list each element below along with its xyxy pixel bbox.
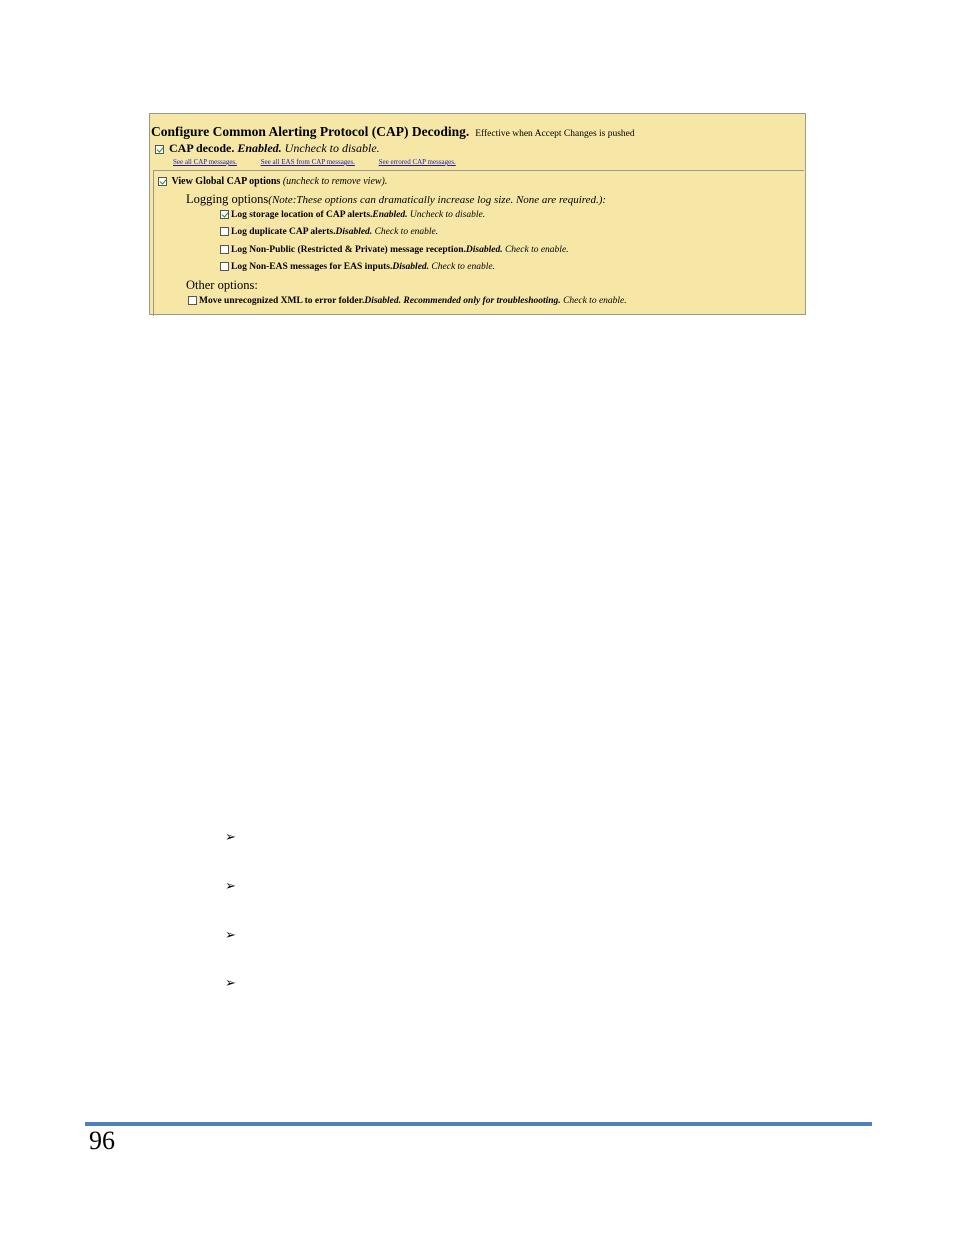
arrow-bullet-icon: ➢ (225, 976, 236, 991)
move-xml-checkbox[interactable] (188, 296, 197, 305)
view-global-row (158, 176, 387, 187)
option-label: Log Non-Public (Restricted & Private) message reception. (231, 245, 466, 255)
other-options-heading: Other options: (186, 278, 258, 292)
log-option-row (220, 210, 485, 220)
log-option-row (220, 227, 438, 237)
log-non-eas-checkbox[interactable] (220, 262, 229, 271)
option-label: Log storage location of CAP alerts. (231, 210, 373, 220)
arrow-bullet-icon: ➢ (225, 879, 236, 894)
global-options-box (153, 170, 804, 316)
option-status: Disabled. (335, 227, 373, 237)
option-hint: Check to enable. (504, 245, 569, 255)
option-status: Disabled. (392, 262, 430, 272)
move-xml-row (188, 296, 627, 306)
option-hint: Check to enable. (374, 227, 439, 237)
option-status: Disabled. (465, 245, 503, 255)
see-errored-cap-link[interactable]: See errored CAP messages. (378, 158, 456, 166)
option-label: Log Non-EAS messages for EAS inputs. (231, 262, 393, 272)
cap-decode-row (155, 141, 380, 156)
cap-config-panel (149, 113, 806, 315)
arrow-bullet-icon: ➢ (225, 830, 236, 845)
log-storage-checkbox[interactable] (220, 210, 229, 219)
logging-options-heading: Logging options (186, 192, 269, 206)
option-label: Move unrecognized XML to error folder. (199, 296, 365, 306)
option-label: Log duplicate CAP alerts. (231, 227, 336, 237)
log-option-row (220, 245, 569, 255)
option-hint: Check to enable. (431, 262, 495, 272)
log-option-row (220, 262, 495, 272)
footer-rule (85, 1122, 872, 1126)
logging-options-heading-row (186, 192, 606, 207)
cap-decode-hint: Uncheck to disable. (284, 141, 380, 155)
see-all-cap-messages-link[interactable]: See all CAP messages. (173, 158, 237, 166)
option-hint: Uncheck to disable. (409, 210, 486, 220)
view-global-label: View Global CAP options (171, 176, 281, 187)
log-duplicate-checkbox[interactable] (220, 227, 229, 236)
view-global-checkbox[interactable] (158, 177, 167, 186)
view-global-hint: (uncheck to remove view). (282, 176, 388, 187)
panel-title-note: Effective when Accept Changes is pushed (475, 129, 635, 139)
cap-decode-status: Enabled. (237, 141, 282, 155)
option-status: Disabled. Recommended only for troubleshooting. (364, 296, 561, 306)
panel-title: Configure Common Alerting Protocol (CAP) Decoding. (151, 124, 470, 139)
logging-options-note: (Note:These options can dramatically increase log size. None are required.): (268, 194, 607, 206)
option-status: Enabled. (372, 210, 408, 220)
cap-decode-checkbox[interactable] (155, 145, 164, 154)
page-number: 96 (89, 1126, 115, 1155)
cap-links-row (173, 158, 478, 166)
cap-decode-label: CAP decode. (169, 141, 235, 155)
option-hint: Check to enable. (563, 296, 627, 306)
panel-title-row (151, 123, 635, 141)
arrow-bullet-icon: ➢ (225, 928, 236, 943)
see-all-eas-from-cap-link[interactable]: See all EAS from CAP messages. (260, 158, 355, 166)
log-non-public-checkbox[interactable] (220, 245, 229, 254)
